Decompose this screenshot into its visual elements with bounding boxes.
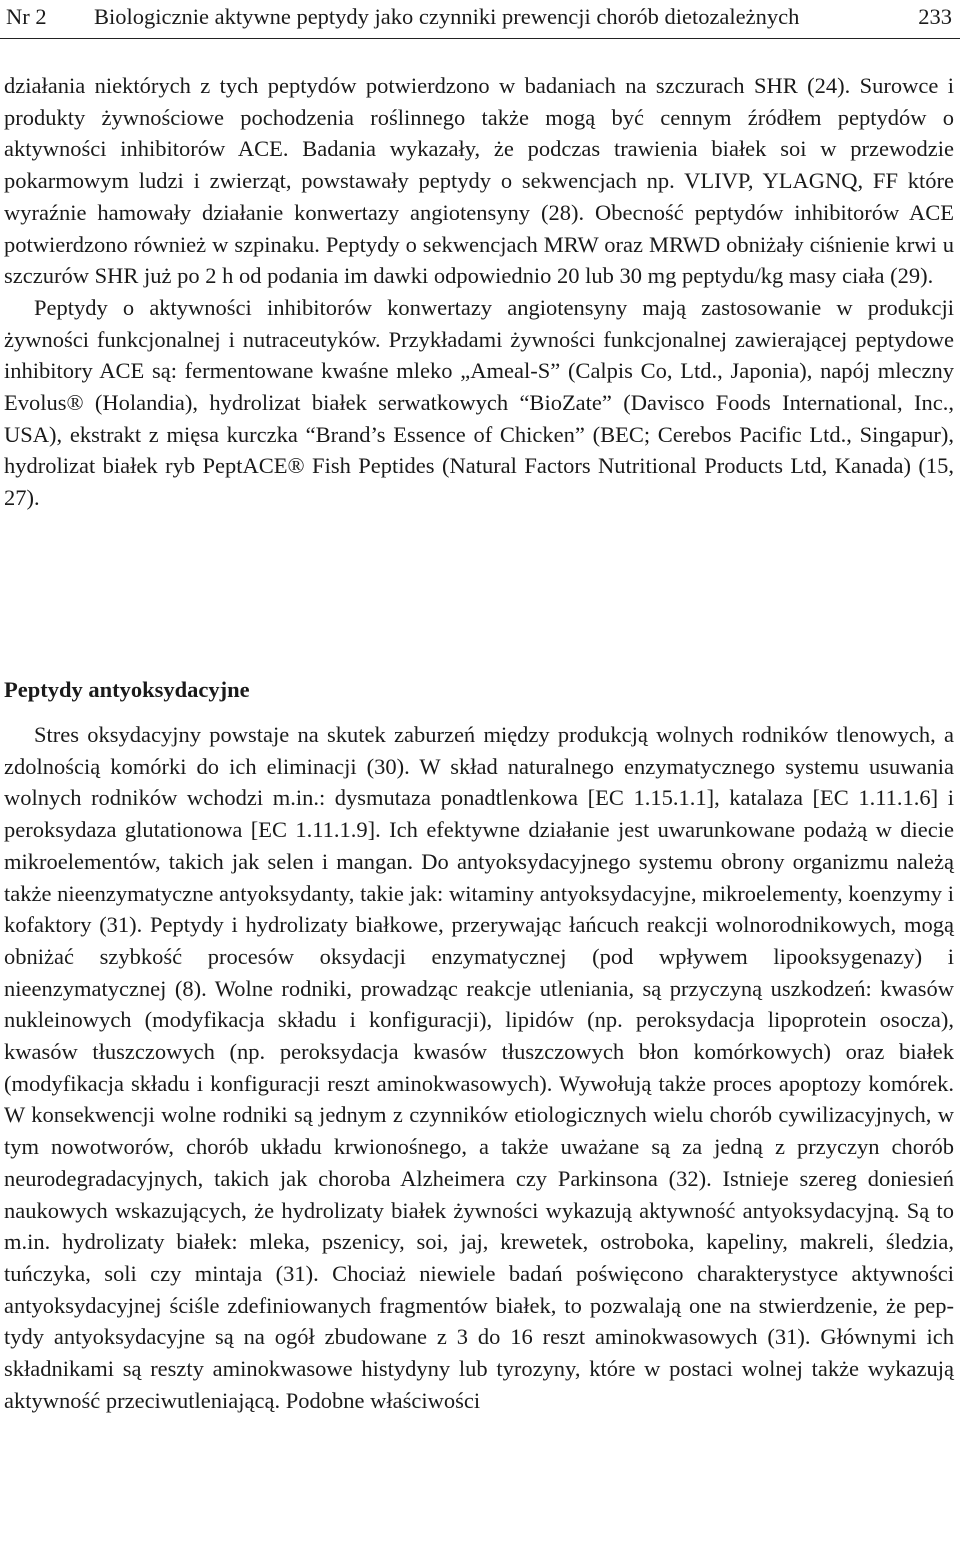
page-number: 233 <box>918 3 952 29</box>
running-title: Biologicznie aktywne peptydy jako czynniki prewencji chorób dietozależnych <box>94 3 800 29</box>
paragraph: Peptydy o aktywności inhibitorów konwertazy angiotensyny mają zastosowanie w produkcji żywności funkcjonalnej i nutraceutyków. Przykładami żywności funkcjonalnej zawierającej peptydowe inhibitory ACE są: fermentowane kwaśne mleko „Ameal-S” (Calpis Co, Ltd., Japonia), napój mleczny Evolus® (Holandia), hydrolizat białek serwatkowych “BioZate” (Davisco Foods International, Inc., USA), ekstrakt z mięsa kurczka “Brand’s Essence of Chicken” (BEC; Cerebos Pacific Ltd., Singapur), hydrolizat białek ryb PeptACE® Fish Peptides (Natural Factors Nutritional Products Ltd, Kanada) (15, 27). <box>4 294 954 511</box>
section-heading: Peptydy antyoksydacyjne <box>4 677 250 702</box>
issue-number: Nr 2 <box>6 3 47 29</box>
paragraph: Stres oksydacyjny powstaje na skutek zaburzeń między produkcją wolnych rodników tlenowych, a zdolnością komórki do ich eliminacji (30). W skład naturalnego enzymatycznego systemu usuwania wolnych rodników wchodzi m.in.: dysmutaza ponadtlenkowa [EC 1.15.1.1], katalaza [EC 1.11.1.6] i peroksydaza glutationowa [EC 1.11.1.9]. Ich efektywne działanie jest uwarunkowane podażą w diecie mikroelementów, takich jak selen i mangan. Do antyoksydacyjnego systemu obrony organizmu należą także nieenzymatyczne antyoksydanty, takie jak: witaminy antyoksydacyjne, mikroelementy, koenzymy i kofaktory (31). Peptydy i hydrolizaty białkowe, przerywając łańcuch reakcji wolnorodnikowych, mogą obniżać szybkość procesów oksydacji enzymatycznej (pod wpływem lipooksygenazy) i nieenzymatycznej (8). Wolne rodniki, prowadząc reakcje utleniania, są przyczyną uszkodzeń: kwasów nukleinowych (modyfikacja składu i konfiguracji), lipidów (np. peroksydacja lipoprotein osocza), kwasów tłuszczowych (np. peroksydacja kwasów tłuszczowych błon komórkowych) oraz białek (modyfikacja składu i konfiguracji reszt aminokwasowych). Wywołują także proces apoptozy komórek. W konsekwencji wolne rodniki są jednym z czynników etiologicznych wielu chorób cywilizacyjnych, w tym nowotworów, chorób układu krwionośnego, a także uważane są za jedną z przyczyn chorób neurodegradacyjnych, takich jak choroba Alzheimera czy Parkinsona (32). Istnieje szereg doniesień naukowych wskazujących, że hydrolizaty białek żywności wykazują aktywność antyoksydacyjną. Są to m.in. hydrolizaty białek: mleka, pszenicy, soi, jaj, krewetek, ostroboka, kapeliny, makreli, śledzia, tuńczyka, soli czy mintaja (31). Chociaż niewiele badań poświęcono charakterystyce aktywności antyoksydacyjnej ściśle zdefiniowanych fragmentów białek, to pozwalają one na stwierdzenie, że peptydy antyoksydacyjne są na ogół zbudowane z 3 do 16 reszt aminokwasowych (31). Głównymi ich składnikami są reszty aminokwasowe histydyny lub tyrozyny, które w postaci wolnej także wykazują aktywność przeciwutleniającą. Podobne właściwości <box>4 722 954 1413</box>
body-text-section-2 <box>4 719 954 1416</box>
paragraph: działania niektórych z tych peptydów potwierdzono w badaniach na szczurach SHR (24). Surowce i produkty żywnościowe pochodzenia roślinnego także mogą być cennym źródłem peptydów o aktywności inhibitorów ACE. Badania wykazały, że podczas trawienia białek soi w przewodzie pokarmowym ludzi i zwierząt, powstawały peptydy o sekwencjach np. VLIVP, YLAGNQ, FF które wyraźnie hamowały działanie konwertazy angiotensyny (28). Obecność peptydów inhibitorów ACE potwierdzono również w szpinaku. Peptydy o sekwencjach MRW oraz MRWD obniżały ciśnienie krwi u szczurów SHR już po 2 h od podania im dawki odpowiednio 20 lub 30 mg peptydu/kg masy ciała (29). <box>4 73 954 289</box>
body-text-section-1 <box>4 70 954 514</box>
header-rule <box>0 38 960 39</box>
running-header <box>6 0 952 34</box>
